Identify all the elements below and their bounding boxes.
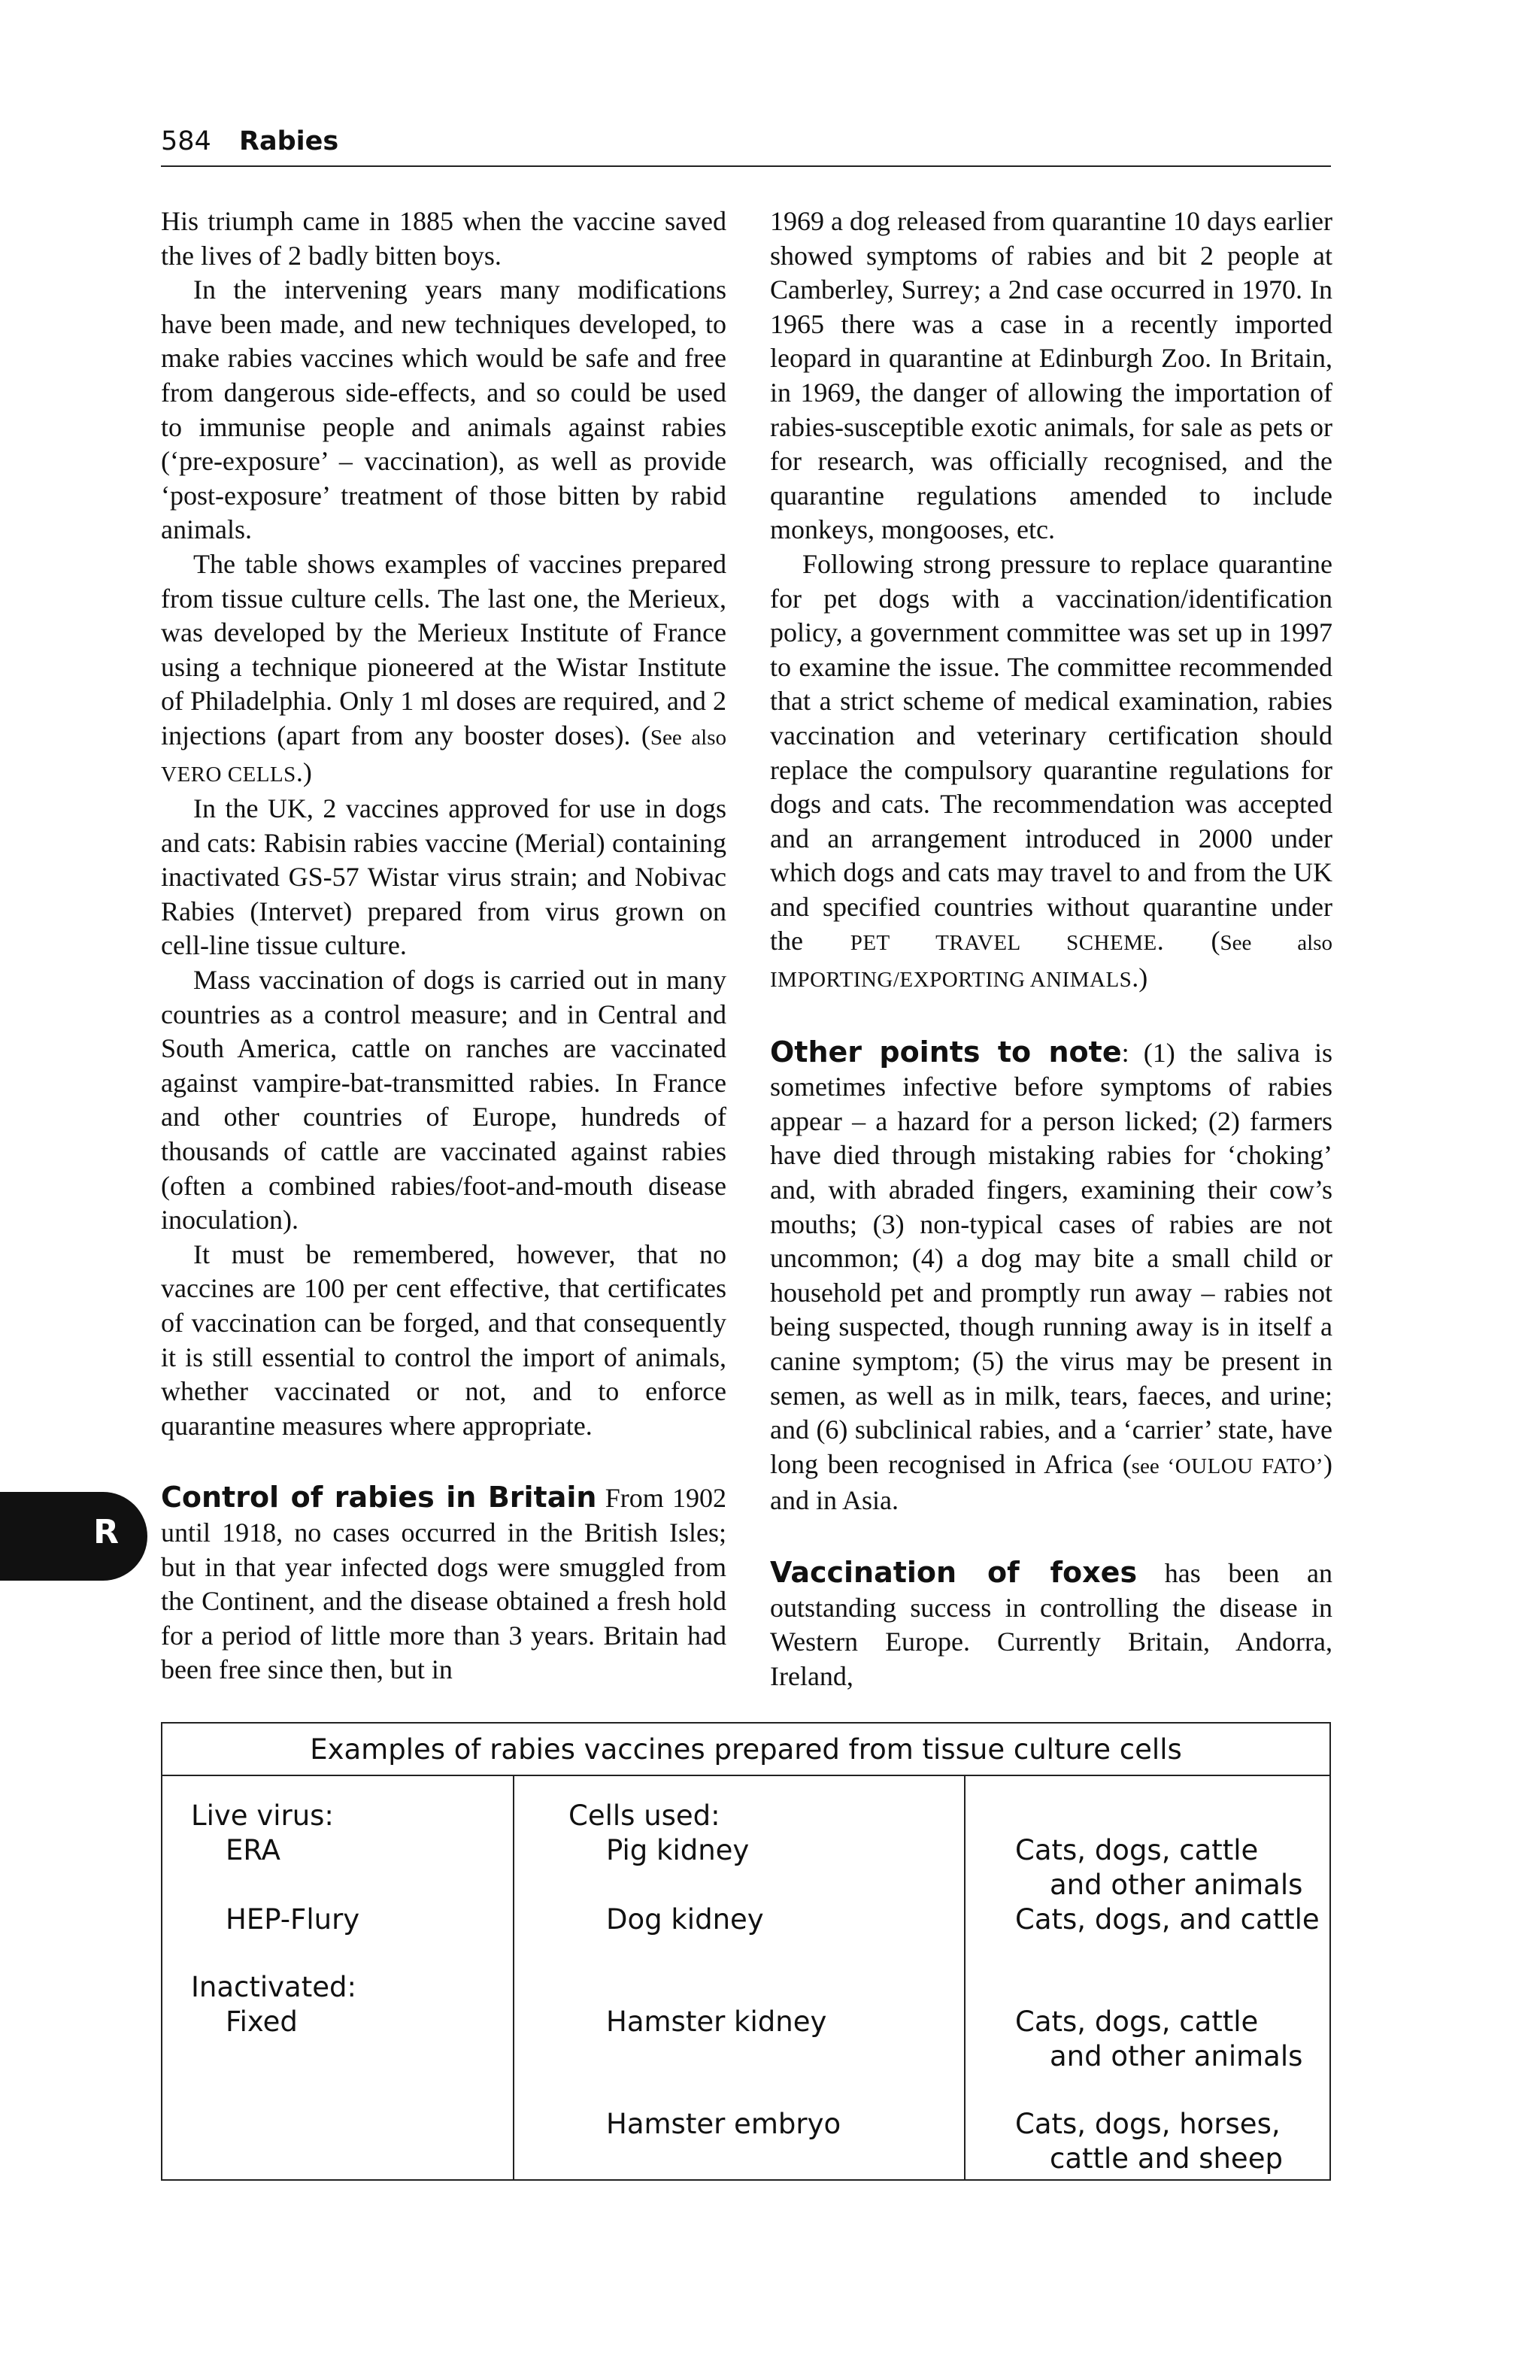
paragraph [161, 547, 726, 792]
vaccine-name: Fixed [226, 2006, 298, 2038]
cross-reference: VERO CELLS [161, 762, 296, 787]
cells-used: Dog kidney [606, 1903, 764, 1936]
table-column-header: Cells used: [568, 1799, 720, 1832]
cells-used: Hamster embryo [606, 2108, 841, 2140]
paragraph-text: has been an outstanding success in controlling the disease in Western Europe. Currently Britain, Andorra, Ireland, [770, 1557, 1332, 1691]
target-species: Cats, dogs, cattle [1015, 1834, 1259, 1866]
paragraph-text: The table shows examples of vaccines prepared from tissue culture cells. The last one, the Merieux, was developed by the Merieux Institute of France using a technique pioneered at the Wistar Institute of Philadelphia. Only 1 ml doses are required, and 2 injections (apart from any booster doses). ( [161, 548, 726, 750]
right-column [770, 205, 1332, 1693]
paragraph-text: ) and in Asia. [770, 1448, 1333, 1516]
section-paragraph [770, 1556, 1332, 1693]
section-paragraph [161, 1481, 726, 1687]
target-species: and other animals [1050, 2040, 1303, 2072]
table-group-label: Live virus: [191, 1799, 334, 1832]
cells-used: Hamster kidney [606, 2006, 827, 2038]
target-species: Cats, dogs, cattle [1015, 2006, 1259, 2038]
paragraph-text: . ( [1157, 926, 1220, 957]
section-paragraph [770, 1035, 1332, 1518]
see-also-label: See also [1220, 931, 1332, 956]
section-heading: Control of rabies in Britain [161, 1481, 597, 1514]
page-number: 584 [161, 126, 211, 156]
section-heading: Other points to note [770, 1035, 1122, 1069]
vaccine-name: ERA [226, 1834, 280, 1866]
paragraph-text: : (1) the saliva is sometimes infective before symptoms of rabies appear – a hazard for a person licked; (2) farmers have died through mistaking rabies for ‘choking’ and, with abraded fingers, examining their cow’s mouths; (3) non-typical cases of rabies are not uncommon; (4) a dog may bite a small child or household pet and promptly run away – rabies not being suspected, though running away is in itself a canine symptom; (5) the virus may be present in semen, as well as in milk, tears, faeces, and urine; and (6) subclinical rabies, and a ‘carrier’ state, have long been recognised in Africa ( [770, 1037, 1332, 1479]
section-tab-marker [0, 1492, 147, 1581]
see-also-label: See also [650, 725, 726, 750]
paragraph: In the intervening years many modifications have been made, and new techniques developed, to make rabies vaccines which would be safe and free from dangerous side-effects, and so could be used to immunise people and animals against rabies (‘pre-exposure’ – vaccination), as well as provide ‘post-exposure’ treatment of those bitten by rabid animals. [161, 274, 726, 545]
cells-used: Pig kidney [606, 1834, 750, 1866]
paragraph: His triumph came in 1885 when the vaccine saved the lives of 2 badly bitten boys. [161, 206, 726, 271]
table-group-label: Inactivated: [191, 1971, 356, 2003]
table-caption: Examples of rabies vaccines prepared from tissue culture cells [162, 1724, 1329, 1776]
target-species: and other animals [1050, 1869, 1303, 1901]
paragraph-text: .) [1132, 963, 1148, 993]
paragraph-text: .) [296, 756, 312, 787]
paragraph-text: From 1902 until 1918, no cases occurred in the British Isles; but in that year infected dogs were smuggled from the Continent, and the disease obtained a fresh hold for a period of little more than 3 years. Britain had been free since then, but in [161, 1483, 726, 1685]
see-also-label: see [1131, 1454, 1168, 1478]
paragraph: It must be remembered, however, that no vaccines are 100 per cent effective, that certificates of vaccination can be forged, and that consequently it is still essential to control the import of animals, whether vaccinated or not, and to enforce quarantine measures where appropriate. [161, 1239, 726, 1441]
target-species: Cats, dogs, horses, [1015, 2108, 1281, 2140]
section-heading: Vaccination of foxes [770, 1555, 1138, 1589]
paragraph: 1969 a dog released from quarantine 10 days earlier showed symptoms of rabies and bit 2 people at Camberley, Surrey; a 2nd case occurred in 1970. In 1965 there was a case in a recently imported leopard in quarantine at Edinburgh Zoo. In Britain, in 1969, the danger of allowing the importation of rabies-susceptible exotic animals, for sale as pets or for research, was officially recognised, and the quarantine regulations amended to include monkeys, mongooses, etc. [770, 206, 1332, 545]
paragraph-text: Following strong pressure to replace quarantine for pet dogs with a vaccination/identification policy, a government committee was set up in 1997 to examine the issue. The committee recommended that a strict scheme of medical examination, rabies vaccination and veterinary certification should replace the compulsory quarantine regulations for dogs and cats. The recommendation was accepted and an arrangement introduced in 2000 under which dogs and cats may travel to and from the UK and specified countries without quarantine under the [770, 548, 1332, 957]
page-title: Rabies [239, 126, 339, 156]
table-divider [513, 1776, 514, 2179]
table-divider [964, 1776, 966, 2179]
left-column [161, 205, 726, 1687]
paragraph: Mass vaccination of dogs is carried out in many countries as a control measure; and in Central and South America, cattle on ranches are vaccinated against vampire-bat-transmitted rabies. In France and other countries of Europe, hundreds of thousands of cattle are vaccinated against rabies (often a combined rabies/foot-and-mouth disease inoculation). [161, 965, 726, 1235]
cross-reference: IMPORTING/EXPORTING ANIMALS [770, 968, 1132, 993]
cross-reference: ‘OULOU FATO’ [1167, 1454, 1324, 1478]
target-species: cattle and sheep [1050, 2142, 1283, 2175]
vaccine-table [161, 1722, 1331, 2181]
section-tab-letter: R [93, 1513, 119, 1551]
target-species: Cats, dogs, and cattle [1015, 1903, 1320, 1936]
cross-reference: PET TRAVEL SCHEME [850, 931, 1157, 956]
paragraph: In the UK, 2 vaccines approved for use in dogs and cats: Rabisin rabies vaccine (Merial) containing inactivated GS-57 Wistar virus strain; and Nobivac Rabies (Intervet) prepared from virus grown on cell-line tissue culture. [161, 793, 726, 961]
running-header [161, 125, 1331, 167]
paragraph [770, 547, 1332, 998]
vaccine-name: HEP-Flury [226, 1903, 360, 1936]
